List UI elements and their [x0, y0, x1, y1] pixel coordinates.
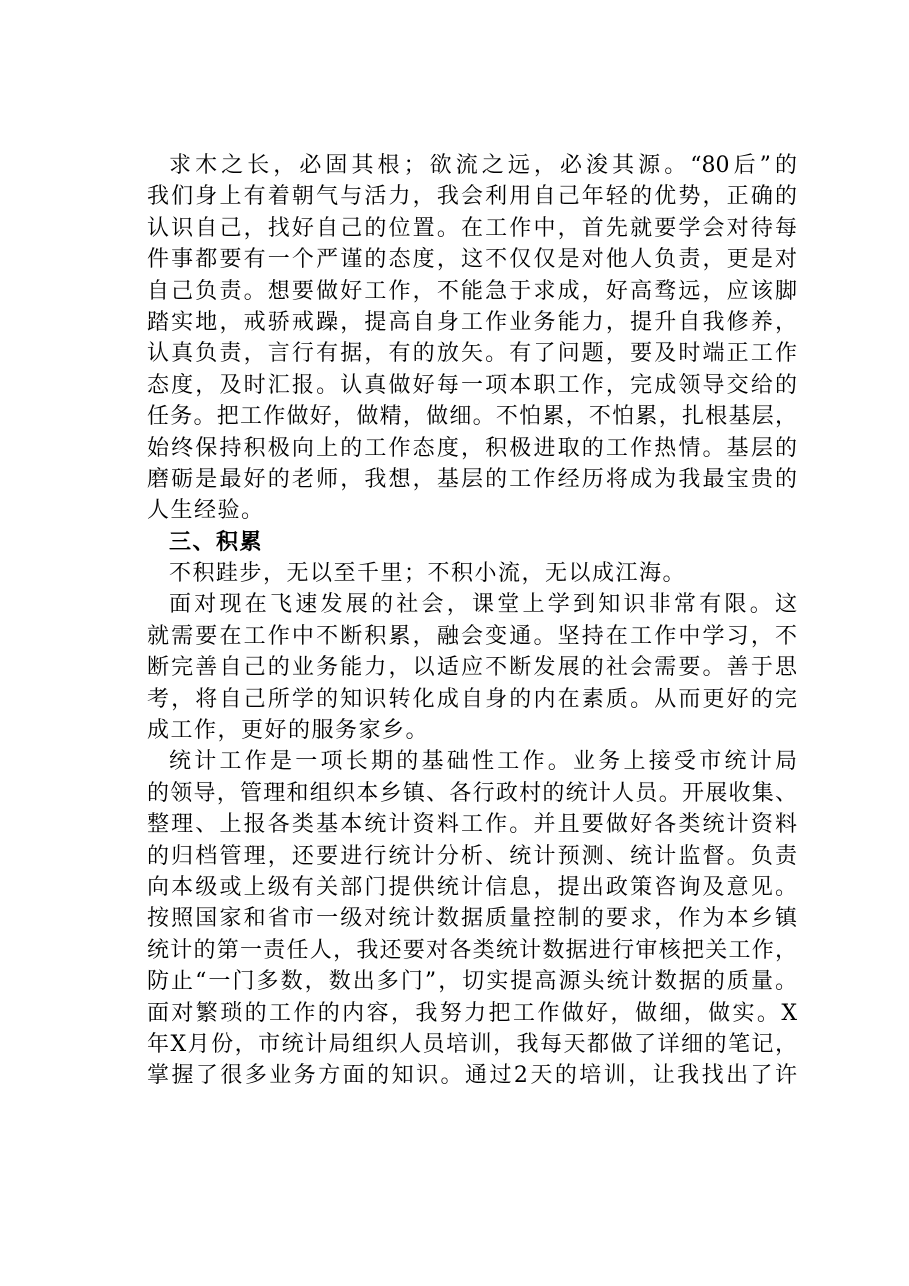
text-line: 按照国家和省市一级对统计数据质量控制的要求，作为本乡镇: [147, 906, 797, 932]
text-line: 向本级或上级有关部门提供统计信息，提出政策咨询及意见。: [147, 874, 797, 900]
text-line: 整理、上报各类基本统计资料工作。并且要做好各类统计资料: [147, 812, 797, 838]
text-line: 踏实地，戒骄戒躁，提高自身工作业务能力，提升自我修养，: [147, 309, 797, 335]
paragraph-root-of-growth: [147, 150, 797, 527]
text-line: 面对繁琐的工作的内容，我努力把工作做好，做细，做实。X: [147, 1000, 797, 1026]
text-line: 的归档管理，还要进行统计分析、统计预测、统计监督。负责: [147, 843, 797, 869]
text-line: 防止“一门多数，数出多门”，切实提高源头统计数据的质量。: [147, 969, 797, 995]
text-line: 磨砺是最好的老师，我想，基层的工作经历将成为我最宝贵的: [147, 466, 797, 492]
section-heading: 三、积累: [169, 529, 264, 555]
paragraph-statistics-work: [147, 746, 797, 1091]
text-line: 态度，及时汇报。认真做好每一项本职工作，完成领导交给的: [147, 372, 797, 398]
text-line: 的领导，管理和组织本乡镇、各行政村的统计人员。开展收集、: [147, 780, 797, 806]
text-line: 自己负责。想要做好工作，不能急于求成，好高骛远，应该脚: [147, 278, 797, 304]
text-line: 认真负责，言行有据，有的放矢。有了问题，要及时端正工作: [147, 341, 797, 367]
text-line: 认识自己，找好自己的位置。在工作中，首先就要学会对待每: [147, 215, 797, 241]
text-line: 件事都要有一个严谨的态度，这不仅仅是对他人负责，更是对: [147, 247, 797, 273]
text-line: 就需要在工作中不断积累，融会变通。坚持在工作中学习，不: [147, 623, 797, 649]
text-line: 面对现在飞速发展的社会，课堂上学到知识非常有限。这: [169, 592, 797, 618]
text-line: 掌握了很多业务方面的知识。通过2天的培训，让我找出了许: [147, 1063, 797, 1089]
text-line: 任务。把工作做好，做精，做细。不怕累，不怕累，扎根基层，: [147, 404, 797, 430]
text-line: 始终保持积极向上的工作态度，积极进取的工作热情。基层的: [147, 435, 797, 461]
text-line: 求木之长，必固其根；欲流之远，必浚其源。“80后”的: [169, 153, 797, 178]
paragraph-accumulation: [147, 589, 797, 746]
text-line: 我们身上有着朝气与活力，我会利用自己年轻的优势，正确的: [147, 184, 797, 210]
quote-line: 不积跬步，无以至千里；不积小流，无以成江海。: [169, 561, 687, 587]
text-line: 成工作，更好的服务家乡。: [147, 718, 430, 744]
document-page: [147, 150, 797, 1092]
text-line: 考，将自己所学的知识转化成自身的内在素质。从而更好的完: [147, 686, 797, 712]
text-line: 人生经验。: [147, 498, 265, 524]
text-line: 统计工作是一项长期的基础性工作。业务上接受市统计局: [169, 749, 797, 775]
text-line: 统计的第一责任人，我还要对各类统计数据进行审核把关工作，: [147, 937, 797, 963]
text-line: 断完善自己的业务能力，以适应不断发展的社会需要。善于思: [147, 655, 797, 681]
text-line: 年X月份，市统计局组织人员培训，我每天都做了详细的笔记，: [147, 1031, 797, 1057]
